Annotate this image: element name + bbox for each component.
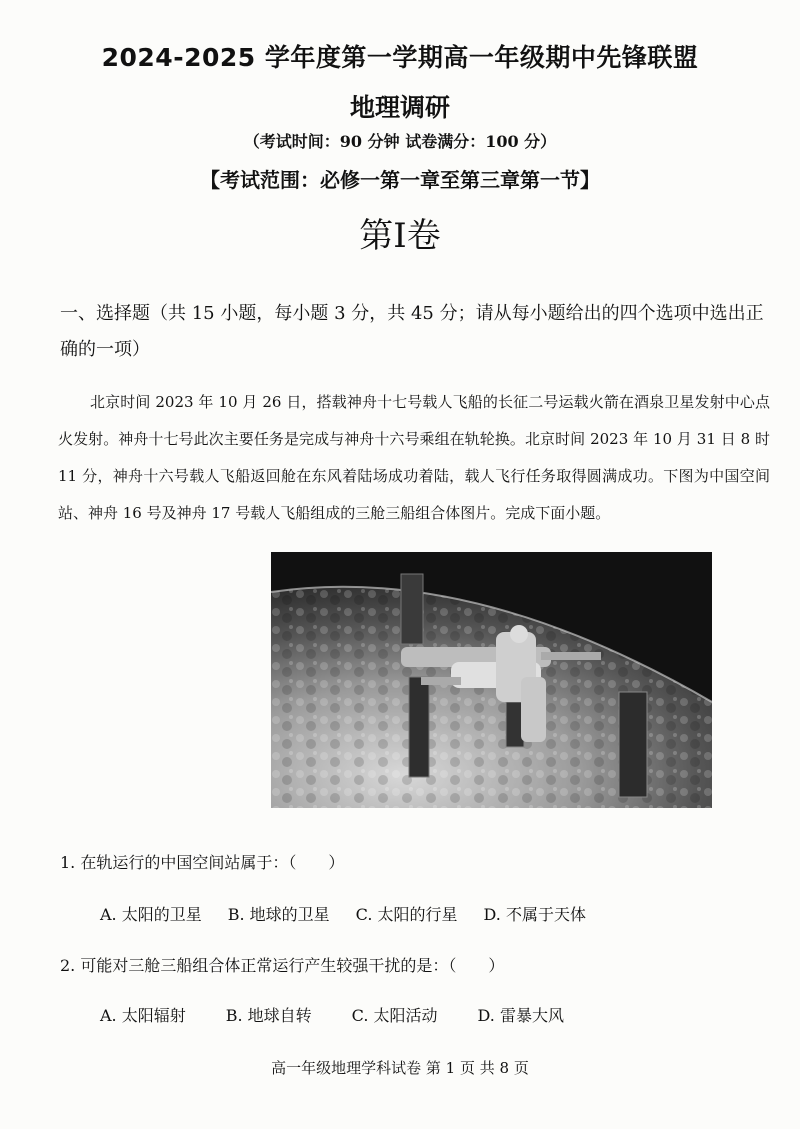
volume-heading: 第Ⅰ卷 bbox=[359, 216, 441, 256]
question-1-option-a[interactable]: A. 太阳的卫星 bbox=[100, 905, 202, 924]
question-1-option-d[interactable]: D. 不属于天体 bbox=[483, 905, 586, 924]
reading-passage: 北京时间 2023 年 10 月 26 日，搭载神舟十七号载人飞船的长征二号运载火箭在酒泉卫星发射中心点火发射。神舟十七号此次主要任务是完成与神舟十六号乘组在轨轮换。北京时间 2023 年 10 月 31 日 8 时 11 分，神舟十六号载人飞船返回舱在东风着陆场成功着陆，载人飞行任务取得圆满成功。下图为中国空间站、神舟 16 号及神舟 17 号载人飞船组成的三舱三船组合体图片。完成下面小题。 bbox=[58, 393, 770, 522]
question-2-option-d[interactable]: D. 雷暴大风 bbox=[477, 1006, 564, 1025]
exam-scope: 【考试范围：必修一第一章至第三章第一节】 bbox=[200, 168, 600, 192]
question-1-option-b[interactable]: B. 地球的卫星 bbox=[227, 905, 330, 924]
question-1-stem: 1. 在轨运行的中国空间站属于：（ ） bbox=[60, 853, 345, 872]
question-2-stem: 2. 可能对三舱三船组合体正常运行产生较强干扰的是：（ ） bbox=[60, 956, 505, 975]
question-2-option-c[interactable]: C. 太阳活动 bbox=[351, 1006, 438, 1025]
page-footer: 高一年级地理学科试卷 第 1 页 共 8 页 bbox=[271, 1059, 529, 1077]
question-2-option-a[interactable]: A. 太阳辐射 bbox=[100, 1006, 186, 1025]
exam-subtitle: 地理调研 bbox=[349, 93, 450, 122]
space-station-photo bbox=[271, 552, 712, 808]
exam-info: （考试时间：90 分钟 试卷满分：100 分） bbox=[243, 132, 557, 151]
question-2-options bbox=[100, 1003, 740, 1026]
question-1-option-c[interactable]: C. 太阳的行星 bbox=[355, 905, 458, 924]
question-1-options bbox=[100, 902, 740, 925]
space-station-illustration bbox=[271, 552, 712, 808]
section-instruction: 一、选择题（共 15 小题，每小题 3 分，共 45 分；请从每小题给出的四个选项中选出正确的一项） bbox=[60, 303, 764, 360]
exam-title: 2024-2025 学年度第一学期高一年级期中先锋联盟 bbox=[101, 43, 699, 72]
question-2-option-b[interactable]: B. 地球自转 bbox=[225, 1006, 312, 1025]
